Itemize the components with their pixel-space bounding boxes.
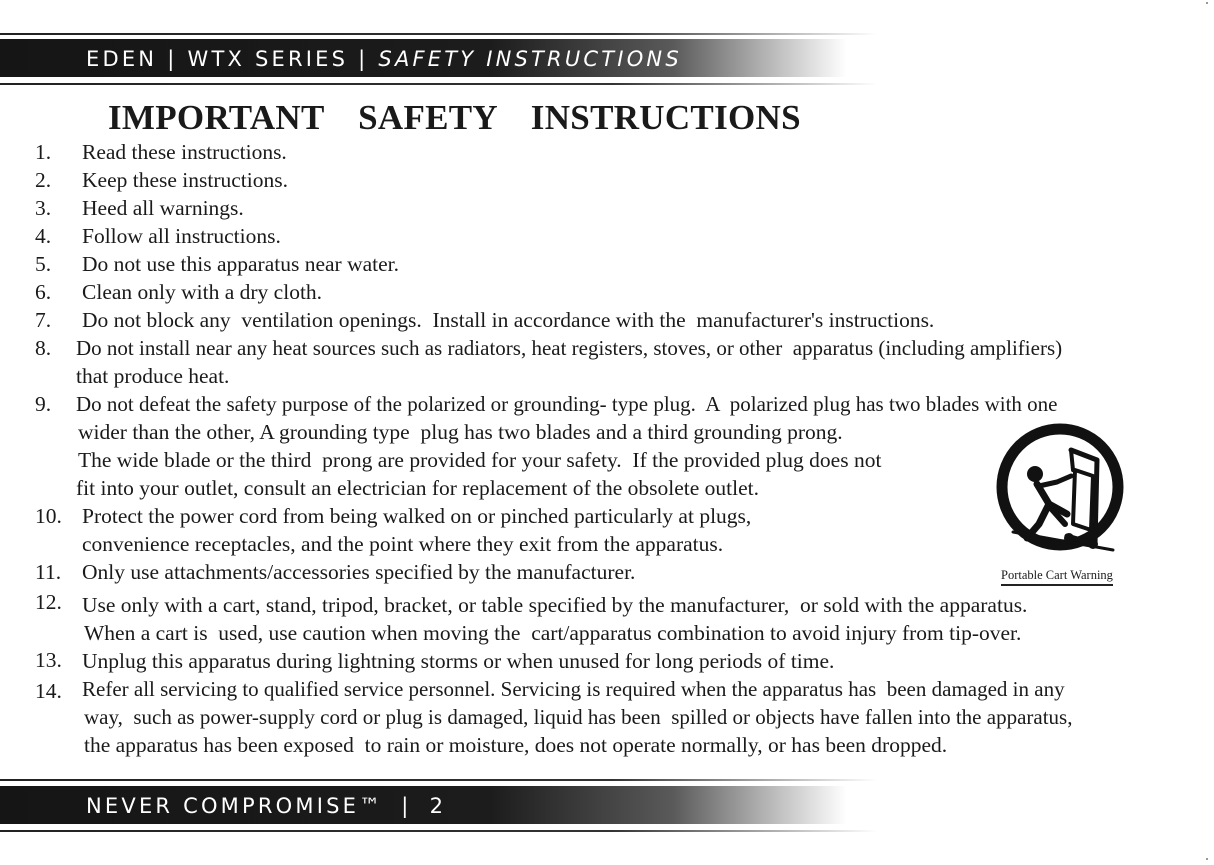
item-number: 6. — [35, 280, 52, 304]
item-text: Read these instructions. — [82, 140, 287, 164]
item-text: Protect the power cord from being walked on or pinched particularly at plugs, — [82, 504, 752, 528]
item-text: fit into your outlet, consult an electrician for replacement of the obsolete outlet. — [76, 476, 759, 500]
item-text: Do not use this apparatus near water. — [82, 252, 400, 276]
item-text: Unplug this apparatus during lightning storms or when unused for long periods of time. — [82, 649, 835, 673]
footer-rule-top — [0, 779, 1020, 781]
item-number: 14. — [35, 679, 62, 703]
portable-cart-warning-icon — [993, 420, 1128, 560]
item-text: the apparatus has been exposed to rain or moisture, does not operate normally, or has been dropped. — [84, 733, 948, 757]
item-text: Clean only with a dry cloth. — [82, 280, 323, 304]
header-band — [0, 39, 1020, 77]
item-number: 4. — [35, 224, 52, 248]
header-text — [86, 39, 682, 77]
item-number: 13. — [35, 648, 62, 672]
item-text: The wide blade or the third prong are provided for your safety. If the provided plug does not — [78, 448, 882, 472]
page-title: IMPORTANT SAFETY INSTRUCTIONS — [108, 98, 801, 137]
item-number: 5. — [35, 252, 52, 276]
item-text: that produce heat. — [76, 364, 230, 388]
item-number: 8. — [35, 336, 52, 360]
figure-caption: Portable Cart Warning — [1001, 568, 1113, 586]
item-text: convenience receptacles, and the point where they exit from the apparatus. — [82, 532, 724, 556]
item-number: 9. — [35, 392, 52, 416]
header-rule-top — [0, 33, 1020, 35]
item-text: way, such as power-supply cord or plug is damaged, liquid has been spilled or objects have fallen into the apparatus, — [84, 705, 1073, 729]
item-number: 3. — [35, 196, 52, 220]
footer-band — [0, 786, 1020, 824]
item-text: Use only with a cart, stand, tripod, bracket, or table specified by the manufacturer, or sold with the apparatus. — [82, 593, 1028, 617]
item-number: 1. — [35, 140, 52, 164]
header-section: SAFETY INSTRUCTIONS — [378, 47, 682, 71]
item-text: Do not defeat the safety purpose of the polarized or grounding- type plug. A polarized plug has two blades with one — [76, 392, 1058, 416]
item-text: Do not block any ventilation openings. Install in accordance with the manufacturer's instructions. — [82, 308, 935, 332]
footer-slogan: NEVER COMPROMISE™ — [86, 794, 384, 818]
item-number: 11. — [35, 560, 62, 584]
item-text: Refer all servicing to qualified service personnel. Servicing is required when the apparatus has been damaged in any — [82, 677, 1065, 701]
item-text: Do not install near any heat sources such as radiators, heat registers, stoves, or other apparatus (including amplifiers) — [76, 336, 1063, 360]
header-separator: | — [167, 47, 178, 71]
header-brand: EDEN — [86, 47, 158, 71]
page-number: 2 — [429, 794, 447, 818]
item-text: wider than the other, A grounding type plug has two blades and a third grounding prong. — [78, 420, 843, 444]
item-text: Keep these instructions. — [82, 168, 288, 192]
item-number: 7. — [35, 308, 52, 332]
item-text: Follow all instructions. — [82, 224, 281, 248]
header-series: WTX SERIES — [187, 47, 349, 71]
corner-dot — [1206, 858, 1208, 860]
header-separator: | — [358, 47, 369, 71]
item-text: Only use attachments/accessories specified by the manufacturer. — [82, 560, 636, 584]
item-number: 12. — [35, 590, 62, 614]
footer-rule-bottom — [0, 830, 1020, 832]
item-number: 10. — [35, 504, 62, 528]
footer-separator: | — [401, 794, 412, 818]
item-number: 2. — [35, 168, 52, 192]
item-text: When a cart is used, use caution when moving the cart/apparatus combination to avoid injury from tip-over. — [84, 621, 1022, 645]
header-rule-bottom — [0, 83, 1020, 85]
corner-dot — [1206, 2, 1208, 4]
item-text: Heed all warnings. — [82, 196, 244, 220]
footer-text — [86, 786, 446, 824]
